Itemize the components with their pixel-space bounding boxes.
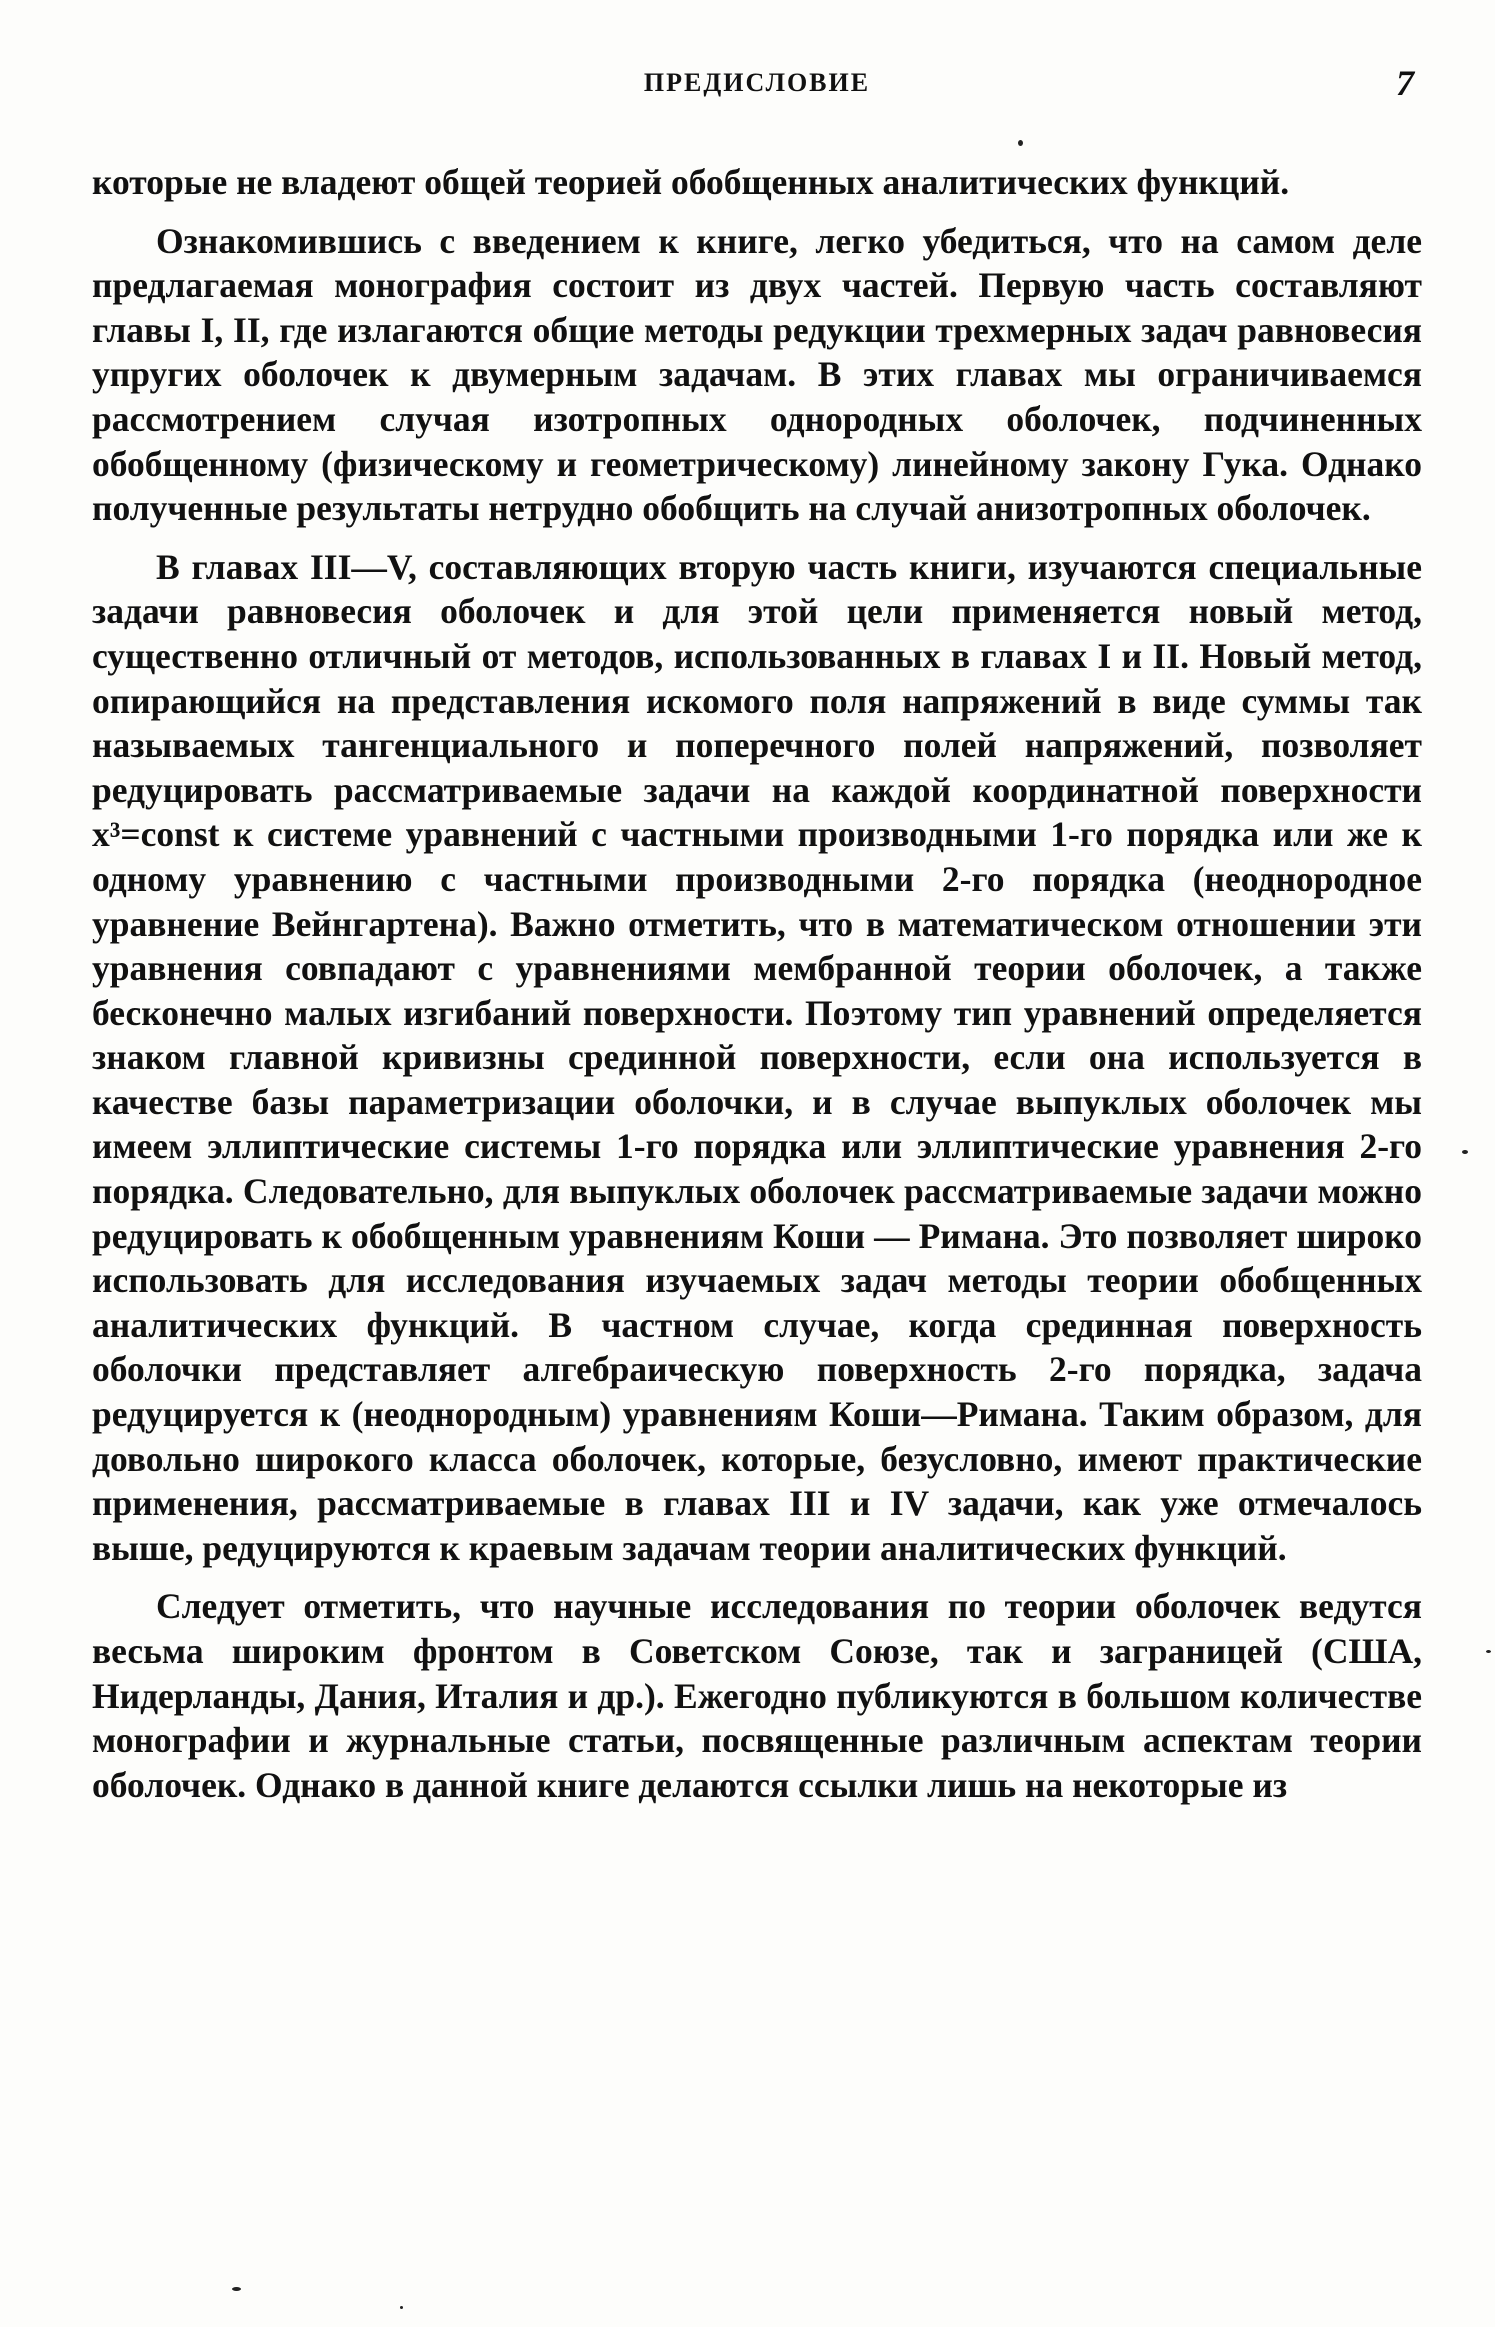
paragraph-research-overview: Следует отметить, что научные исследования по теории оболочек ведутся весьма широким фронтом в Советском Союзе, так и заграницей (США, Нидерланды, Дания, Италия и др.). Ежегодно публикуются в большом количестве монографии и журнальные статьи, посвященные различным аспектам теории оболочек. Однако в данной книге делаются ссылки лишь на некоторые из	[92, 1586, 1422, 1805]
scan-speck	[1486, 1650, 1491, 1653]
running-title: ПРЕДИСЛОВИЕ	[643, 68, 871, 97]
scan-speck	[1018, 140, 1023, 146]
page-number: 7	[1396, 63, 1414, 103]
main-text	[92, 160, 1422, 1807]
scan-speck	[400, 2306, 403, 2309]
paragraph-book-structure: Ознакомившись с введением к книге, легко убедиться, что на самом деле предлагаемая монография состоит из двух частей. Первую часть составляют главы I, II, где излагаются общие методы редукции трехмерных задач равновесия упругих оболочек к двумерным задачам. В этих главах мы ограничиваемся рассмотрением случая изотропных однородных оболочек, подчиненных обобщенному (физическому и геометрическому) линейному закону Гука. Однако полученные результаты нетрудно обобщить на случай анизотропных оболочек.	[92, 220, 1422, 529]
scan-speck	[232, 2287, 241, 2291]
paragraph-continuation: которые не владеют общей теорией обобщенных аналитических функций.	[92, 162, 1290, 202]
paragraph-chapters-three-to-five: В главах III—V, составляющих вторую часть книги, изучаются специальные задачи равновесия оболочек и для этой цели применяется новый метод, существенно отличный от методов, использованных в главах I и II. Новый метод, опирающийся на представления искомого поля напряжений в виде суммы так называемых тангенциального и поперечного полей напряжений, позволяет редуцировать рассматриваемые задачи на каждой координатной поверхности x³=const к системе уравнений с частными производными 1-го порядка или же к одному уравнению с частными производными 2-го порядка (неоднородное уравнение Вейнгартена). Важно отметить, что в математическом отношении эти уравнения совпадают с уравнениями мембранной теории оболочек, а также бесконечно малых изгибаний поверхности. Поэтому тип уравнений определяется знаком главной кривизны срединной поверхности, если она используется в качестве базы параметризации оболочки, и в случае выпуклых оболочек мы имеем эллиптические системы 1-го порядка или эллиптические уравнения 2-го порядка. Следовательно, для выпуклых оболочек рассматриваемые задачи можно редуцировать к обобщенным уравнениям Коши — Римана. Это позволяет широко использовать для исследования изучаемых задач методы теории обобщенных аналитических функций. В частном случае, когда срединная поверхность оболочки представляет алгебраическую поверхность 2-го порядка, задача редуцируется к (неоднородным) уравнениям Коши—Римана. Таким образом, для довольно широкого класса оболочек, которые, безусловно, имеют практические применения, рассматриваемые в главах III и IV задачи, как уже отмечалось выше, редуцируются к краевым задачам теории аналитических функций.	[92, 546, 1422, 1568]
scan-speck	[1462, 1150, 1468, 1154]
page-header	[92, 63, 1422, 108]
